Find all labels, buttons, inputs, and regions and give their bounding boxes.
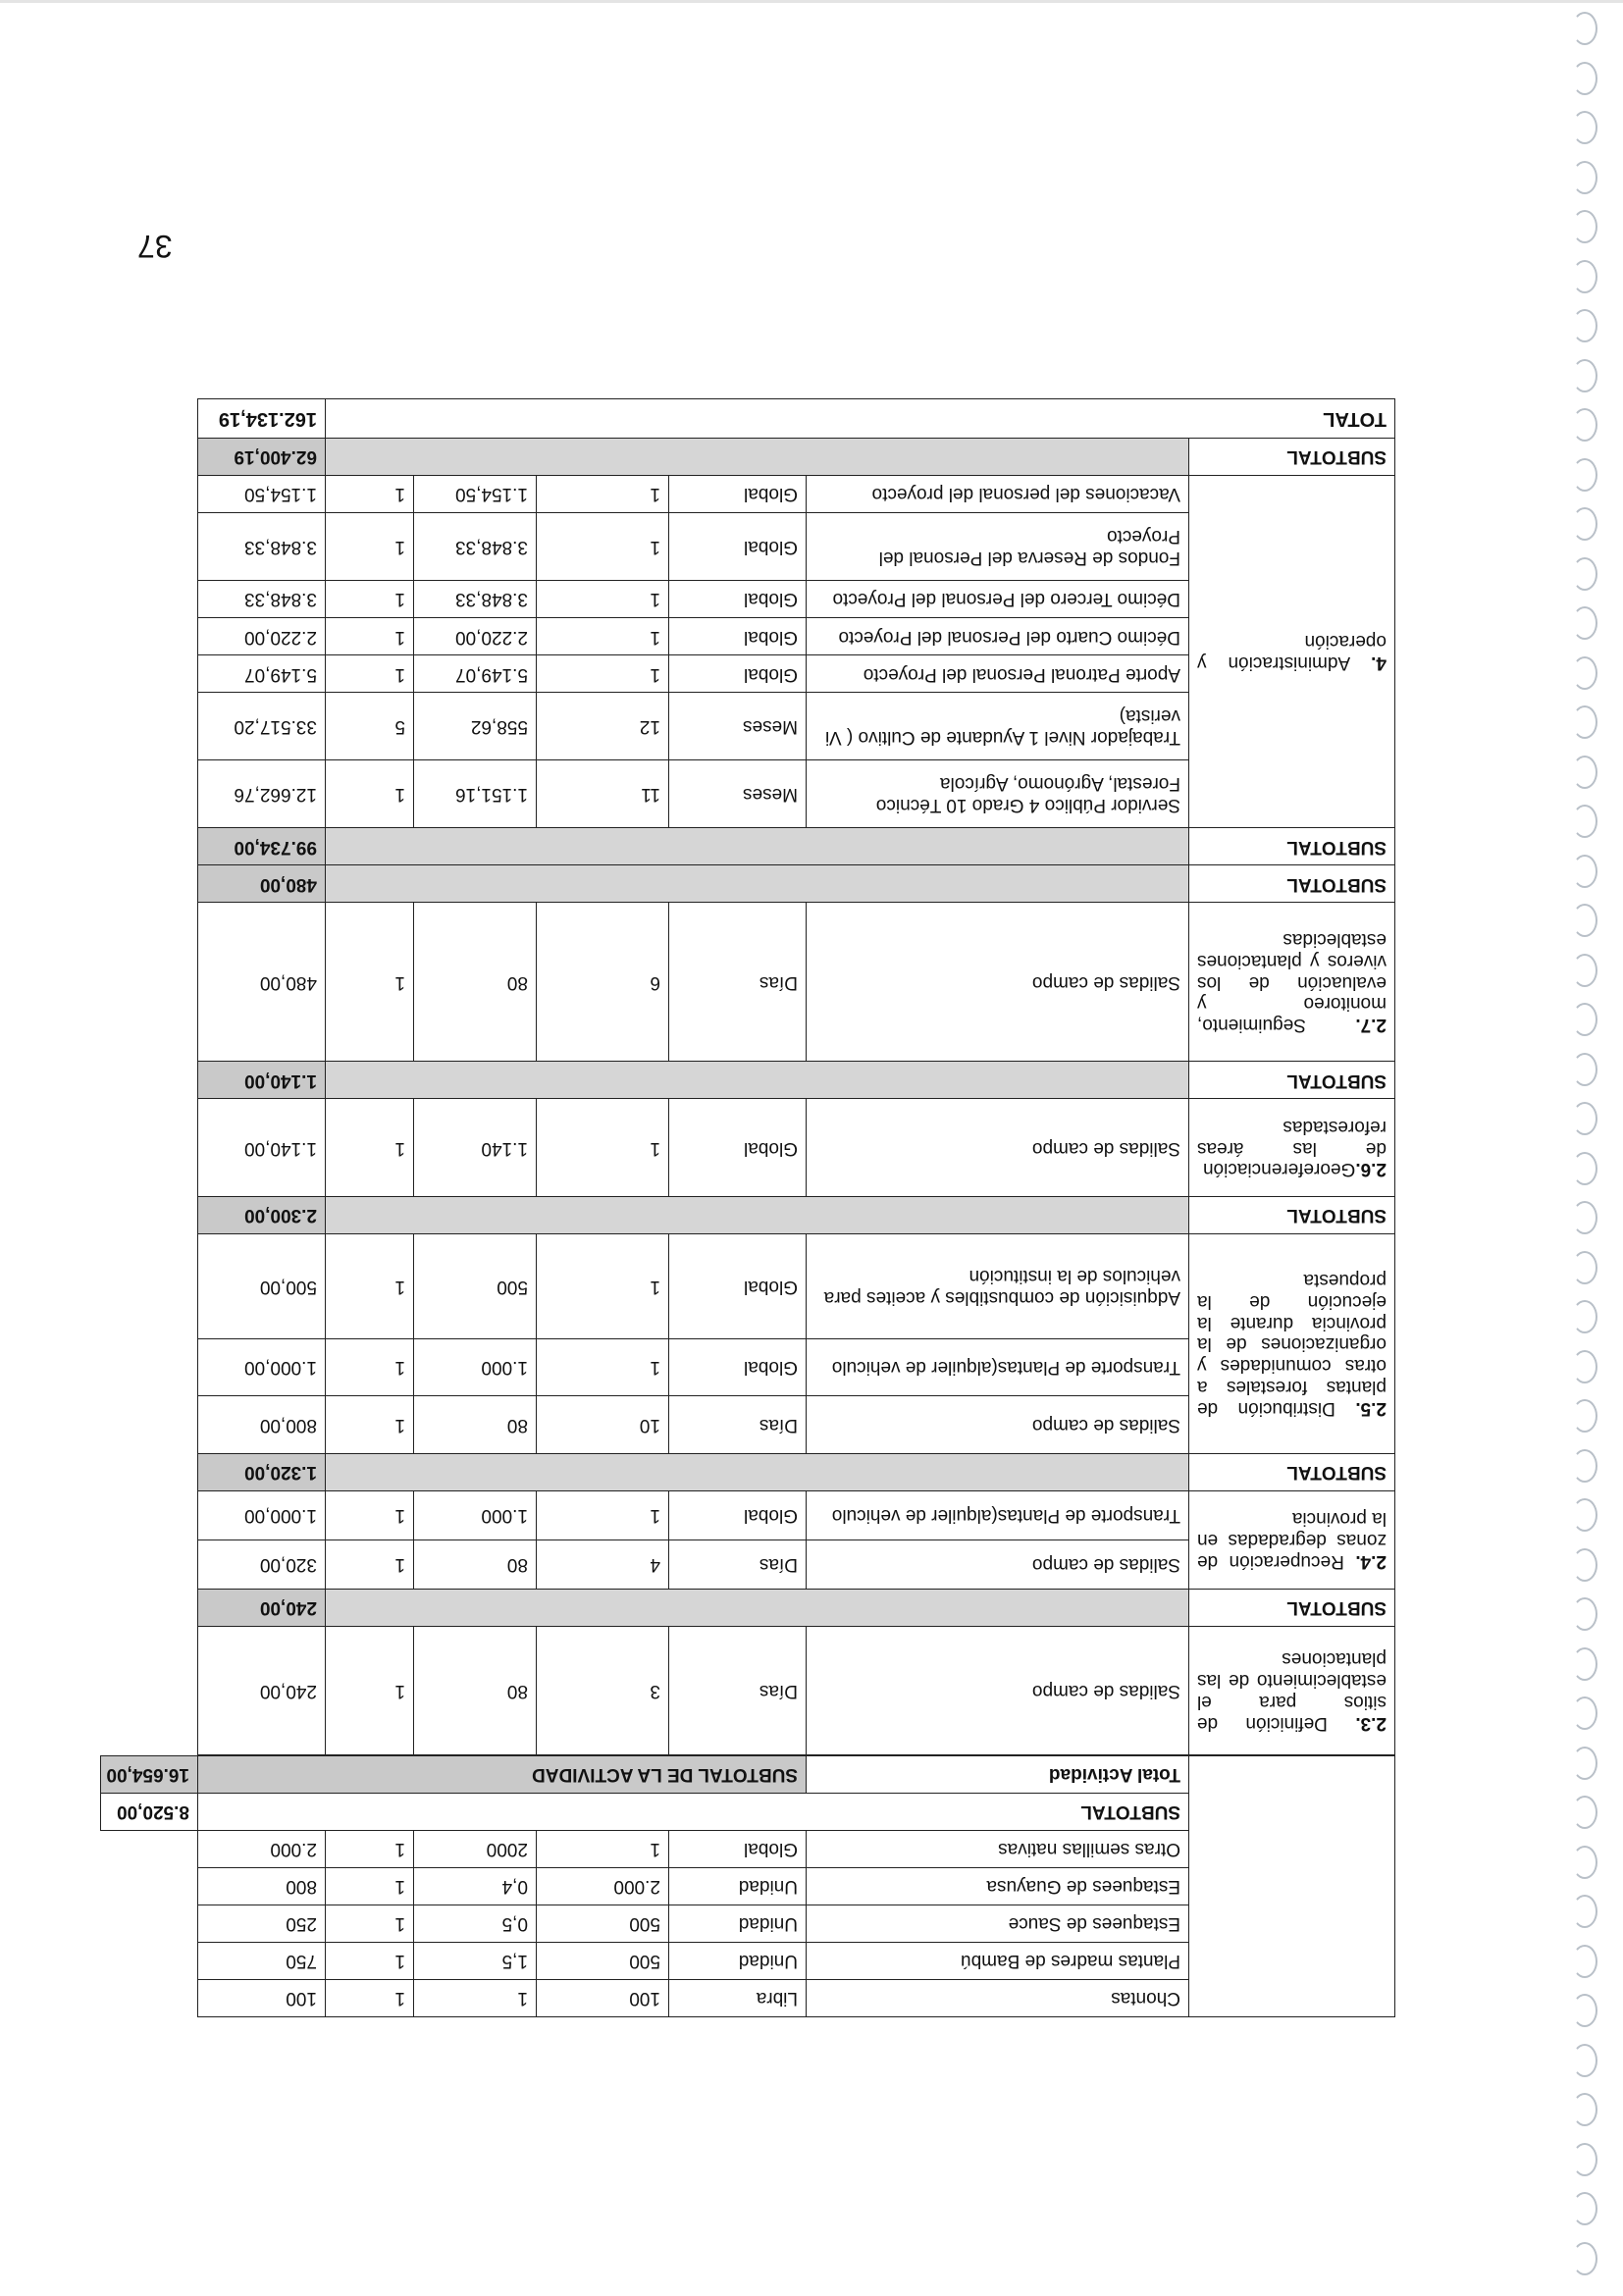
- item-description: Salidas de campo: [807, 1626, 1189, 1754]
- item-description: Transporte de Plantas(alquiler de vehiculo: [807, 1490, 1189, 1539]
- item-qty: 6: [537, 903, 669, 1062]
- table-row: [101, 1979, 1395, 2016]
- subtotal-label: SUBTOTAL: [1189, 1589, 1395, 1626]
- item-qty: 500: [537, 1905, 669, 1942]
- item-count: 1: [326, 1490, 414, 1539]
- item-price: 2.220,00: [414, 618, 537, 655]
- item-qty: 1: [537, 655, 669, 693]
- spiral-binding: [1564, 0, 1623, 2296]
- binding-hole: [1572, 1796, 1597, 1829]
- binding-hole: [1572, 1747, 1597, 1780]
- binding-hole: [1572, 1498, 1597, 1532]
- item-price: 1: [414, 1979, 537, 2016]
- item-total: 3.848,33: [198, 581, 326, 618]
- binding-hole: [1572, 62, 1597, 95]
- activity-subtotal-label: SUBTOTAL DE LA ACTIVIDAD: [198, 1755, 807, 1793]
- item-count: 1: [326, 1338, 414, 1396]
- item-qty: 4: [537, 1539, 669, 1589]
- item-description: Salidas de campo: [807, 1539, 1189, 1589]
- item-unit: Global: [669, 476, 807, 513]
- binding-hole: [1572, 2242, 1597, 2275]
- binding-hole: [1572, 1399, 1597, 1433]
- item-count: 1: [326, 1867, 414, 1905]
- binding-hole: [1572, 1300, 1597, 1333]
- item-unit: Global: [669, 1234, 807, 1338]
- binding-hole: [1572, 756, 1597, 789]
- item-count: 1: [326, 581, 414, 618]
- item-description: Salidas de campo: [807, 1099, 1189, 1197]
- item-price: 80: [414, 1396, 537, 1454]
- item-total: 5.149,07: [198, 655, 326, 693]
- page-number: 37: [137, 229, 173, 264]
- item-qty: 12: [537, 693, 669, 760]
- item-price: 3.848,33: [414, 513, 537, 581]
- scan-top-edge: [0, 0, 1623, 3]
- item-count: 1: [326, 760, 414, 828]
- item-count: 1: [326, 1905, 414, 1942]
- item-count: 1: [326, 1539, 414, 1589]
- binding-hole: [1572, 1102, 1597, 1135]
- binding-hole: [1572, 260, 1597, 293]
- item-total: 12.662,76: [198, 760, 326, 828]
- subtotal-label: SUBTOTAL: [1189, 865, 1395, 903]
- item-count: 1: [326, 903, 414, 1062]
- subtotal-label: SUBTOTAL: [1189, 438, 1395, 475]
- item-price: 0,4: [414, 1867, 537, 1905]
- item-total: 1.000,00: [198, 1490, 326, 1539]
- item-qty: 1: [537, 1830, 669, 1867]
- table-row: [101, 903, 1395, 1062]
- item-description: Servidor Público 4 Grado 10 Técnico Forestal, Agrónomo, Agrícola: [807, 760, 1189, 828]
- item-description: Chontas: [807, 1979, 1189, 2016]
- item-unit: Global: [669, 513, 807, 581]
- item-count: 1: [326, 1830, 414, 1867]
- item-qty: 100: [537, 1979, 669, 2016]
- binding-hole: [1572, 161, 1597, 194]
- item-unit: Global: [669, 1099, 807, 1197]
- item-price: 3.848,33: [414, 581, 537, 618]
- item-count: 1: [326, 1234, 414, 1338]
- subtotal-value: 240,00: [198, 1589, 326, 1626]
- item-total: 500,00: [198, 1234, 326, 1338]
- subtotal-value: 1.320,00: [198, 1453, 326, 1490]
- item-total: 320,00: [198, 1539, 326, 1589]
- item-unit: Global: [669, 1830, 807, 1867]
- budget-table: [100, 398, 1395, 2017]
- binding-hole: [1572, 1647, 1597, 1681]
- item-count: 1: [326, 1099, 414, 1197]
- activity-cell-empty: [1189, 1755, 1395, 2016]
- activity-2-5: 2.5. Distribución de plantas forestales a otras comunidades y organizaciones de la provincia durante la ejecución de la propuesta: [1189, 1234, 1395, 1454]
- budget-table-rotated: [100, 398, 1395, 2017]
- item-total: 240,00: [198, 1626, 326, 1754]
- subtotal-label: SUBTOTAL: [198, 1793, 1189, 1830]
- subtotal-row: [101, 1197, 1395, 1234]
- item-price: 1,5: [414, 1942, 537, 1979]
- item-total: 2.220,00: [198, 618, 326, 655]
- item-description: Aporte Patronal Personal del Proyecto: [807, 655, 1189, 693]
- binding-hole: [1572, 1251, 1597, 1284]
- item-count: 1: [326, 1626, 414, 1754]
- item-total: 480,00: [198, 903, 326, 1062]
- subtotal-value: 62.400,19: [198, 438, 326, 475]
- item-price: 80: [414, 903, 537, 1062]
- binding-hole: [1572, 1895, 1597, 1928]
- binding-hole: [1572, 1152, 1597, 1185]
- item-unit: Global: [669, 1338, 807, 1396]
- grand-total-row: [101, 399, 1395, 439]
- subtotal-row: [101, 828, 1395, 865]
- subtotal-label: SUBTOTAL: [1189, 1453, 1395, 1490]
- item-count: 1: [326, 1396, 414, 1454]
- binding-hole: [1572, 557, 1597, 591]
- item-qty: 1: [537, 581, 669, 618]
- item-description: Décimo Tercero del Personal del Proyecto: [807, 581, 1189, 618]
- binding-hole: [1572, 2093, 1597, 2126]
- item-unit: Unidad: [669, 1942, 807, 1979]
- binding-hole: [1572, 359, 1597, 392]
- item-total: 800: [198, 1867, 326, 1905]
- item-description: Fondos de Reserva del Personal del Proyecto: [807, 513, 1189, 581]
- item-description: Salidas de campo: [807, 1396, 1189, 1454]
- subtotal-value: 480,00: [198, 865, 326, 903]
- item-unit: Meses: [669, 693, 807, 760]
- subtotal-label: SUBTOTAL: [1189, 828, 1395, 865]
- item-price: 1.154,50: [414, 476, 537, 513]
- item-price: 1.000: [414, 1490, 537, 1539]
- item-total: 750: [198, 1942, 326, 1979]
- item-qty: 1: [537, 513, 669, 581]
- binding-hole: [1572, 1350, 1597, 1383]
- item-total: 1.140,00: [198, 1099, 326, 1197]
- binding-hole: [1572, 606, 1597, 640]
- binding-hole: [1572, 458, 1597, 492]
- item-description: Otras semillas nativas: [807, 1830, 1189, 1867]
- binding-hole: [1572, 2192, 1597, 2225]
- binding-hole: [1572, 1053, 1597, 1086]
- activity-2-3: 2.3. Definición de sitios para el establecimiento de las plantaciones: [1189, 1626, 1395, 1754]
- item-description: Vacaciones del personal del proyecto: [807, 476, 1189, 513]
- subtotal-row: [101, 1062, 1395, 1099]
- total-activity-row: [101, 1754, 1395, 1755]
- item-unit: Global: [669, 618, 807, 655]
- activity-2-7: 2.7. Seguimiento, monitoreo y evaluación de los viveros y plantaciones establecidas: [1189, 903, 1395, 1062]
- item-total: 800,00: [198, 1396, 326, 1454]
- activity-2-4: 2.4. Recuperación de zonas degradadas en la provincia: [1189, 1490, 1395, 1589]
- item-qty: 1: [537, 1338, 669, 1396]
- item-qty: 1: [537, 618, 669, 655]
- activity-2-6: 2.6.Georeferenciación de las áreas reforestadas: [1189, 1099, 1395, 1197]
- item-description: Transporte de Plantas(alquiler de vehiculo: [807, 1338, 1189, 1396]
- item-price: 5.149,07: [414, 655, 537, 693]
- item-qty: 500: [537, 1942, 669, 1979]
- item-unit: Global: [669, 1490, 807, 1539]
- binding-hole: [1572, 12, 1597, 45]
- subtotal-label: SUBTOTAL: [1189, 1197, 1395, 1234]
- item-unit: Días: [669, 903, 807, 1062]
- item-price: 500: [414, 1234, 537, 1338]
- binding-hole: [1572, 954, 1597, 987]
- total-actividad-cell: Total Actividad: [807, 1755, 1189, 1793]
- item-unit: Global: [669, 655, 807, 693]
- item-qty: 11: [537, 760, 669, 828]
- item-qty: 1: [537, 1099, 669, 1197]
- binding-hole: [1572, 2044, 1597, 2077]
- activity-4: 4. Administración y operación: [1189, 476, 1395, 828]
- binding-hole: [1572, 1003, 1597, 1036]
- subtotal-label: SUBTOTAL: [1189, 1062, 1395, 1099]
- binding-hole: [1572, 1597, 1597, 1631]
- item-unit: Unidad: [669, 1905, 807, 1942]
- activity-subtotal-value: 16.654,00: [101, 1755, 198, 1793]
- item-count: 1: [326, 476, 414, 513]
- grand-total-label: TOTAL: [326, 399, 1395, 439]
- item-total: 250: [198, 1905, 326, 1942]
- item-qty: 1: [537, 1490, 669, 1539]
- item-price: 558,62: [414, 693, 537, 760]
- item-total: 3.848,33: [198, 513, 326, 581]
- binding-hole: [1572, 805, 1597, 838]
- item-qty: 1: [537, 476, 669, 513]
- item-total: 1.154,50: [198, 476, 326, 513]
- item-price: 1.140: [414, 1099, 537, 1197]
- item-count: 1: [326, 618, 414, 655]
- binding-hole: [1572, 1449, 1597, 1483]
- binding-hole: [1572, 309, 1597, 342]
- binding-hole: [1572, 2143, 1597, 2176]
- item-qty: 2.000: [537, 1867, 669, 1905]
- binding-hole: [1572, 408, 1597, 442]
- binding-hole: [1572, 111, 1597, 144]
- item-qty: 10: [537, 1396, 669, 1454]
- item-qty: 3: [537, 1626, 669, 1754]
- item-total: 100: [198, 1979, 326, 2016]
- item-total: 2.000: [198, 1830, 326, 1867]
- binding-hole: [1572, 1548, 1597, 1582]
- item-description: Salidas de campo: [807, 903, 1189, 1062]
- subtotal-row: [101, 865, 1395, 903]
- grand-total-value: 162.134,19: [198, 399, 326, 439]
- item-total: 1.000,00: [198, 1338, 326, 1396]
- subtotal-value: 2.300,00: [198, 1197, 326, 1234]
- item-price: 80: [414, 1539, 537, 1589]
- item-price: 1.151,16: [414, 760, 537, 828]
- item-count: 5: [326, 693, 414, 760]
- item-price: 2000: [414, 1830, 537, 1867]
- table-row: [101, 1539, 1395, 1589]
- binding-hole: [1572, 1945, 1597, 1978]
- subtotal-row: [101, 438, 1395, 475]
- item-price: 0,5: [414, 1905, 537, 1942]
- subtotal-row: [101, 1589, 1395, 1626]
- item-description: Adquisición de combustibles y aceites para vehiculos de la institución: [807, 1234, 1189, 1338]
- subtotal-value: 99.734,00: [198, 828, 326, 865]
- item-description: Estaquees de Guayusa: [807, 1867, 1189, 1905]
- item-unit: Días: [669, 1539, 807, 1589]
- item-count: 1: [326, 1979, 414, 2016]
- item-count: 1: [326, 1942, 414, 1979]
- binding-hole: [1572, 1846, 1597, 1879]
- binding-hole: [1572, 507, 1597, 541]
- item-unit: Libra: [669, 1979, 807, 2016]
- table-row: [101, 1099, 1395, 1197]
- binding-hole: [1572, 904, 1597, 937]
- item-description: Décimo Cuarto del Personal del Proyecto: [807, 618, 1189, 655]
- item-description: Estaquees de Sauce: [807, 1905, 1189, 1942]
- item-count: 1: [326, 655, 414, 693]
- item-price: 80: [414, 1626, 537, 1754]
- item-description: Plantas madres de Bambú: [807, 1942, 1189, 1979]
- binding-hole: [1572, 1994, 1597, 2027]
- item-unit: Meses: [669, 760, 807, 828]
- binding-hole: [1572, 210, 1597, 243]
- binding-hole: [1572, 1696, 1597, 1730]
- binding-hole: [1572, 1201, 1597, 1234]
- item-price: 1.000: [414, 1338, 537, 1396]
- table-row: [101, 1396, 1395, 1454]
- item-qty: 1: [537, 1234, 669, 1338]
- item-unit: Global: [669, 581, 807, 618]
- binding-hole: [1572, 656, 1597, 690]
- item-unit: Días: [669, 1626, 807, 1754]
- item-unit: Días: [669, 1396, 807, 1454]
- subtotal-row: [101, 1453, 1395, 1490]
- subtotal-value: 8.520,00: [101, 1793, 198, 1830]
- table-row: [101, 760, 1395, 828]
- table-row: [101, 1626, 1395, 1754]
- item-total: 33.517,20: [198, 693, 326, 760]
- item-description: Trabajador Nivel 1 Ayudante de Cultivo ( Vi verista): [807, 693, 1189, 760]
- subtotal-value: 1.140,00: [198, 1062, 326, 1099]
- binding-hole: [1572, 705, 1597, 739]
- item-count: 1: [326, 513, 414, 581]
- binding-hole: [1572, 855, 1597, 888]
- item-unit: Unidad: [669, 1867, 807, 1905]
